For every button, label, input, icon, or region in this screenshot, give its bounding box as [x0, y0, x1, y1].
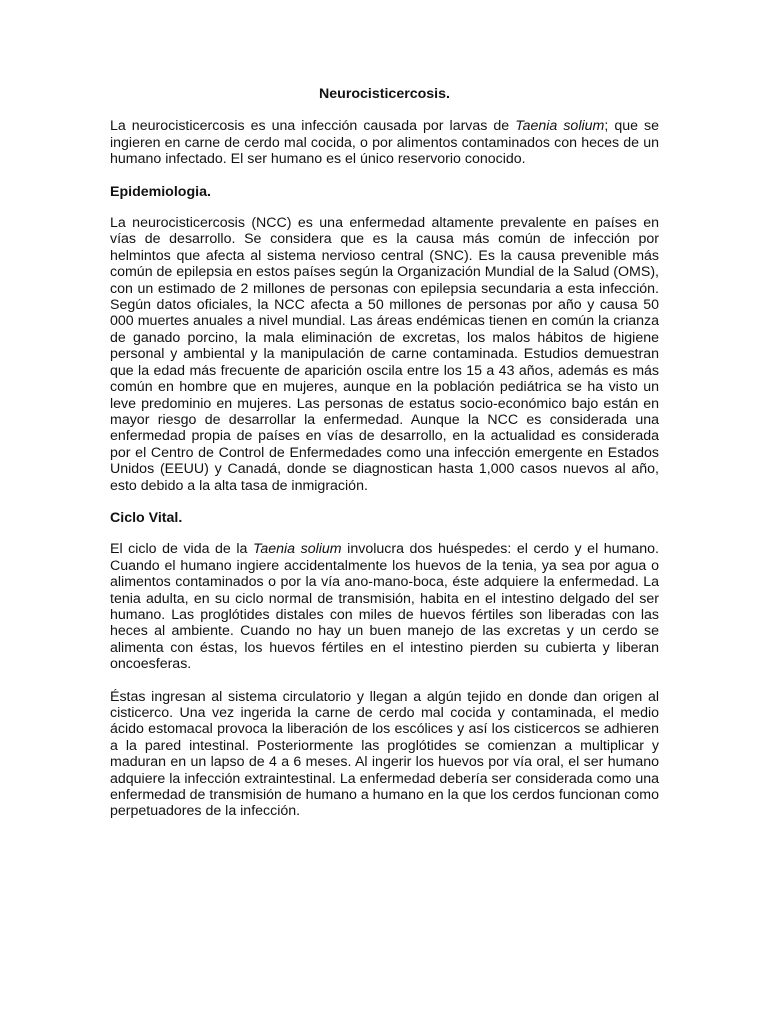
- intro-text-start: La neurocisticercosis es una infección causada por larvas de: [110, 118, 516, 135]
- intro-text-end: ; que se ingieren en carne de cerdo mal cocida, o por alimentos contaminados con heces de un humano infectado. El ser humano es el único reservorio conocido.: [110, 118, 660, 168]
- epidemiology-heading: Epidemiologia.: [110, 183, 211, 200]
- life-cycle-species-name: Taenia solium: [252, 541, 342, 558]
- intro-paragraph: [110, 118, 659, 167]
- life-cycle-text-end: involucra dos huéspedes: el cerdo y el humano. Cuando el humano ingiere accidentalmente los huevos de la tenia, ya sea por agua o alimentos contaminados o por la vía ano-mano-boca, éste adquiere la enfermedad. La tenia adulta, en su ciclo normal de transmisión, habita en el intestino delgado del ser humano. Las proglótides distales con miles de huevos fértiles son liberadas con las heces al ambiente. Cuando no hay un buen manejo de las excretas y un cerdo se alimenta con éstas, los huevos fértiles en el intestino pierden su cubierta y liberan oncoesferas.: [110, 541, 659, 673]
- epidemiology-paragraph: La neurocisticercosis (NCC) es una enfermedad altamente prevalente en países en vías de desarrollo. Se considera que es la causa más común de infección por helmintos que afecta al sistema nervioso central (SNC). Es la causa prevenible más común de epilepsia en estos países según la Organización Mundial de la Salud (OMS), con un estimado de 2 millones de personas con epilepsia secundaria a esta infección. Según datos oficiales, la NCC afecta a 50 millones de personas por año y causa 50 000 muertes anuales a nivel mundial. Las áreas endémicas tienen en común la crianza de ganado porcino, la mala eliminación de excretas, los malos hábitos de higiene personal y ambiental y la manipulación de carne contaminada. Estudios demuestran que la edad más frecuente de aparición oscila entre los 15 a 43 años, además es más común en hombre que en mujeres, aunque en la población pediátrica se ha visto un leve predominio en mujeres. Las personas de estatus socio-económico bajo están en mayor riesgo de desarrollar la enfermedad. Aunque la NCC es considerada una enfermedad propia de países en vías de desarrollo, en la actualidad es considerada por el Centro de Control de Enfermedades como una infección emergente en Estados Unidos (EEUU) y Canadá, donde se diagnostican hasta 1,000 casos nuevos al año, esto debido a la alta tasa de inmigración.: [110, 215, 659, 494]
- life-cycle-text-start: El ciclo de vida de la: [110, 541, 253, 558]
- life-cycle-paragraph-1: [110, 541, 659, 672]
- document-body: [110, 86, 659, 836]
- life-cycle-heading: Ciclo Vital.: [110, 509, 183, 526]
- life-cycle-paragraph-2: Éstas ingresan al sistema circulatorio y llegan a algún tejido en donde dan origen al cisticerco. Una vez ingerida la carne de cerdo mal cocida y contaminada, el medio ácido estomacal provoca la liberación de los escólices y así los cisticercos se adhieren a la pared intestinal. Posteriormente las proglótides se comienzan a multiplicar y maduran en un lapso de 4 a 6 meses. Al ingerir los huevos por vía oral, el ser humano adquiere la infección extraintestinal. La enfermedad debería ser considerada como una enfermedad de transmisión de humano a humano en la que los cerdos funcionan como perpetuadores de la infección.: [110, 688, 659, 820]
- intro-species-name: Taenia solium: [515, 118, 605, 135]
- document-title: Neurocisticercosis.: [319, 86, 450, 102]
